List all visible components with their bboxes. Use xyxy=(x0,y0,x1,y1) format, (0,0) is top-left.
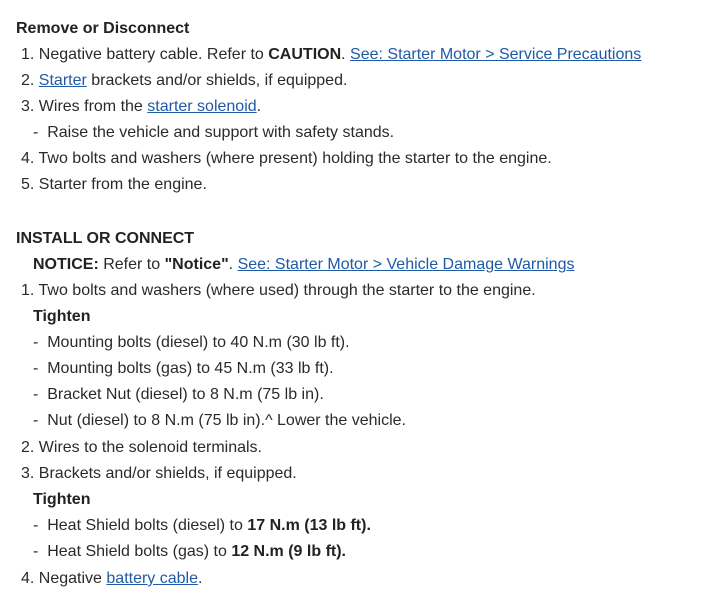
remove-step-1 xyxy=(21,45,641,65)
caution-label: CAUTION xyxy=(268,46,342,63)
torque-spec-item xyxy=(33,359,334,379)
notice-quote: "Notice" xyxy=(164,256,229,273)
service-precautions-link[interactable]: See: Starter Motor > Service Precautions xyxy=(350,46,642,63)
torque-spec-item xyxy=(33,516,371,536)
torque-spec-item xyxy=(33,411,406,431)
torque-spec-item xyxy=(33,385,324,405)
step-number: 4. xyxy=(21,570,35,587)
step-number: 3. xyxy=(21,98,35,115)
install-heading: INSTALL OR CONNECT xyxy=(16,230,195,247)
torque-value: 12 N.m (9 lb ft). xyxy=(231,543,346,560)
step-text: Two bolts and washers (where used) through the starter to the engine. xyxy=(38,282,536,299)
dash-marker: - xyxy=(33,360,39,377)
dash-marker: - xyxy=(33,386,39,403)
vehicle-damage-warnings-link[interactable]: See: Starter Motor > Vehicle Damage Warnings xyxy=(237,256,575,273)
install-step-3 xyxy=(21,464,297,484)
dash-marker: - xyxy=(33,334,39,351)
step-number: 1. xyxy=(21,46,35,63)
step-text: Wires from the xyxy=(38,98,148,115)
notice-text-after: . xyxy=(228,256,238,273)
starter-solenoid-link[interactable]: starter solenoid xyxy=(147,98,257,115)
step-number: 2. xyxy=(21,439,35,456)
substep-text: Raise the vehicle and support with safety stands. xyxy=(47,124,395,141)
remove-step-5 xyxy=(21,175,207,195)
remove-step-2 xyxy=(21,71,347,91)
tighten-label-2: Tighten xyxy=(33,491,91,508)
step-number: 5. xyxy=(21,176,35,193)
install-step-1 xyxy=(21,281,536,301)
remove-step-3-substep xyxy=(33,123,394,143)
step-text: Brackets and/or shields, if equipped. xyxy=(38,465,297,482)
step-number: 1. xyxy=(21,282,35,299)
torque-spec-text: Mounting bolts (gas) to 45 N.m (33 lb ft). xyxy=(47,360,334,377)
dash-marker: - xyxy=(33,517,39,534)
torque-spec-text: Heat Shield bolts (gas) to xyxy=(47,543,232,560)
step-text-after: . xyxy=(256,98,262,115)
step-number: 2. xyxy=(21,72,35,89)
step-number: 4. xyxy=(21,150,35,167)
step-text-after: . xyxy=(341,46,351,63)
step-text: Two bolts and washers (where present) holding the starter to the engine. xyxy=(38,150,552,167)
notice-text: Refer to xyxy=(98,256,165,273)
torque-spec-text: Nut (diesel) to 8 N.m (75 lb in).^ Lower the vehicle. xyxy=(47,412,406,429)
step-text: Wires to the solenoid terminals. xyxy=(38,439,262,456)
dash-marker: - xyxy=(33,543,39,560)
torque-spec-text: Heat Shield bolts (diesel) to xyxy=(47,517,248,534)
step-text: brackets and/or shields, if equipped. xyxy=(86,72,348,89)
install-step-4 xyxy=(21,569,202,589)
step-text: Starter from the engine. xyxy=(38,176,207,193)
step-text: Negative xyxy=(38,570,107,587)
dash-marker: - xyxy=(33,124,39,141)
dash-marker: - xyxy=(33,412,39,429)
step-text: Negative battery cable. Refer to xyxy=(38,46,269,63)
torque-spec-item xyxy=(33,542,346,562)
torque-spec-item xyxy=(33,333,350,353)
torque-value: 17 N.m (13 lb ft). xyxy=(247,517,371,534)
step-number: 3. xyxy=(21,465,35,482)
install-step-2 xyxy=(21,438,262,458)
step-text-after: . xyxy=(198,570,203,587)
tighten-label-1: Tighten xyxy=(33,308,91,325)
remove-heading: Remove or Disconnect xyxy=(16,20,190,37)
notice-label: NOTICE: xyxy=(33,256,99,273)
remove-step-3 xyxy=(21,97,261,117)
torque-spec-text: Mounting bolts (diesel) to 40 N.m (30 lb ft). xyxy=(47,334,350,351)
torque-spec-text: Bracket Nut (diesel) to 8 N.m (75 lb in). xyxy=(47,386,324,403)
install-notice xyxy=(33,255,574,275)
battery-cable-link[interactable]: battery cable xyxy=(106,570,198,587)
starter-link[interactable]: Starter xyxy=(38,72,87,89)
remove-step-4 xyxy=(21,149,552,169)
